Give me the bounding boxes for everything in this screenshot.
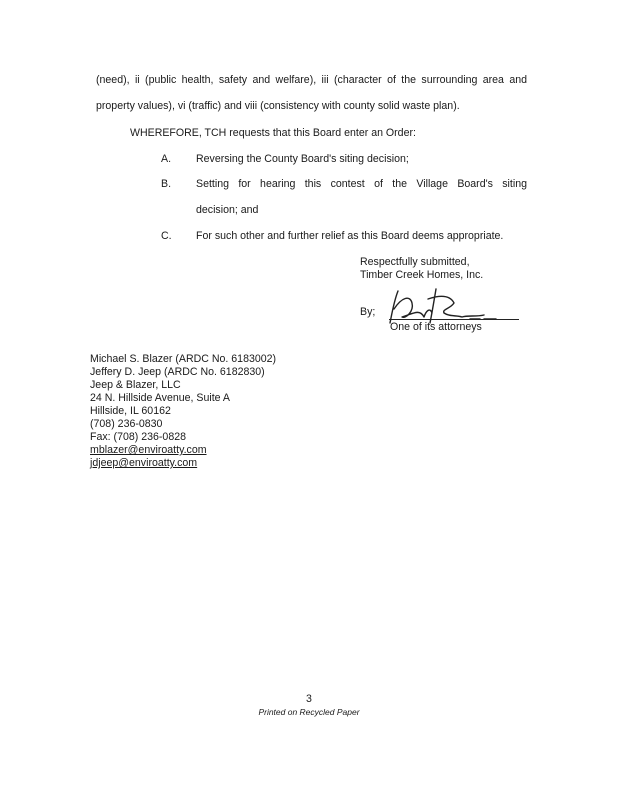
item-c-text: For such other and further relief as this Board deems appropriate. [196,230,504,242]
recycled-paper-note: Printed on Recycled Paper [258,707,360,717]
email-link-blazer[interactable]: mblazer@enviroatty.com [90,444,207,456]
item-b-letter: B. [161,178,172,190]
email-link-jeep[interactable]: jdjeep@enviroatty.com [90,457,198,469]
item-b-text-continued: decision; and [196,204,259,216]
item-a-text: Reversing the County Board's siting decision; [196,153,409,165]
item-c-letter: C. [161,230,172,242]
body-line-1: (need), ii (public health, safety and welfare), iii (character of the surrounding area and [96,74,527,86]
item-b-text: Setting for hearing this contest of the Village Board's siting [196,178,527,190]
page-number: 3 [306,693,312,705]
counsel-firm: Jeep & Blazer, LLC [90,379,181,391]
counsel-fax: Fax: (708) 236-0828 [90,431,186,443]
counsel-line-1: Michael S. Blazer (ARDC No. 6183002) [90,353,277,365]
by-label: By; [360,306,376,318]
item-a-letter: A. [161,153,172,165]
counsel-city: Hillside, IL 60162 [90,405,171,417]
attorney-role: One of its attorneys [390,321,482,333]
body-line-2: property values), vi (traffic) and viii (consistency with county solid waste plan). [96,100,460,112]
counsel-line-2: Jeffery D. Jeep (ARDC No. 6182830) [90,366,265,378]
counsel-address: 24 N. Hillside Avenue, Suite A [90,392,230,404]
closing: Respectfully submitted, [360,256,470,268]
counsel-phone: (708) 236-0830 [90,418,163,430]
wherefore-clause: WHEREFORE, TCH requests that this Board enter an Order: [130,127,416,139]
party-name: Timber Creek Homes, Inc. [360,269,484,281]
signature-line [389,319,519,320]
